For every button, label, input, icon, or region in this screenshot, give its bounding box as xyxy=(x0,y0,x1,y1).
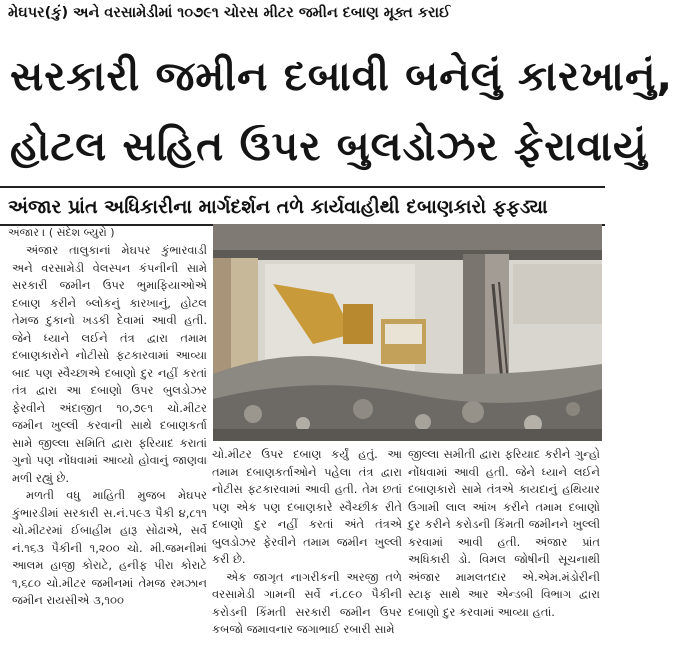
news-photo xyxy=(213,224,602,441)
column-1-paragraph: મળતી વધુ માહિતી મુજબ મેઘપર કુંભારડીમાં સરકારી સ.નં.૫૯૩ પૈકી ૪,૮૧૧ ચો.મીટરમાં ઈબાહીમ હારૂ સોઢાએ, સર્વે નં.૧૬૩ પૈકીની ૧,૨૦૦ ચો. મી.જમનીમાં આલમ હાજી કોરાટે, હનીફ પીરા કોરાટે ૧,૬૮૦ ચો.મીટર જમીનમાં તેમજ રમઝાન જમીન રાયસીએ ૩,૧૦૦ xyxy=(12,488,207,607)
article-column-2 xyxy=(212,446,402,644)
column-2-paragraph: એક જાગૃત નાગરીકની અરજી તળે વરસામેડી ગામની સર્વે નં.૮૯૦ પૈકીની કરોડની કિંમતી સરકારી જમીન ઉપર કબજો જમાવનાર જગાભાઈ રબારી સામે xyxy=(212,569,402,636)
subheadline: અંજાર પ્રાંત અધિકારીના માર્ગદર્શન તળે કાર્યવાહીથી દબાણકારો ફફડ્યા xyxy=(8,196,548,218)
headline-line-1: સરકારી જમીન દબાવી બનેલું કારખાનું, xyxy=(10,52,673,100)
article-column-3 xyxy=(408,446,600,644)
subheadline-band xyxy=(0,186,605,226)
column-1-paragraph: અંજાર તાલુકાનાં મેઘપર કુંભારવાડી અને વરસામેડી વેલસ્પન કંપનીની સામે સરકારી જમીન ઉપર ભુમાફિયાઓએ દબાણ કરીને બ્લોકનું કારખાનું, હોટલ તેમજ દુકાનો ખડકી દેવામાં આવી હતી. જેને ધ્યાને લઈને તંત્ર દ્વારા તમામ દબાણકારોને નોટીસો ફટકારવામાં આવ્યા બાદ પણ સ્વૈચ્છાએ દબાણો દુર નહીં કરતાં તંત્ર દ્વારા આ દબાણો ઉપર બુલડોઝર ફેરવીને અંદાજીત ૧૦,૭૯૧ ચો.મીટર જમીન ખુલ્લી કરવાની સાથે દબાણકર્તા સામે જીલ્લા સમિતિ દ્વારા ફરિયાદ કરાતાં ગુનો પણ નોંધવામાં આવ્યો હોવાનું જાણવા મળી રહ્યું છે. xyxy=(12,243,207,485)
bulldozer-demolition-image xyxy=(213,224,602,441)
article-kicker: મેઘપર(કું) અને વરસામેડીમાં ૧૦૭૯૧ ચોરસ મીટર જમીન દબાણ મૂક્ત કરાઈ xyxy=(8,5,451,21)
headline-line-2: હોટલ સહિત ઉપર બુલડોઝર ફેરાવાયું xyxy=(10,122,648,170)
article-column-1 xyxy=(12,242,207,642)
column-2-paragraph: ચો.મીટર ઉપર દબાણ કર્યું હતું. આ તમામ દબાણકર્તાઓને પહેલા તંત્ર દ્વારા નોટીસ ફટકારવામાં આવી હતી. તેમ છતાં પણ એક પણ દબાણકારે સ્વૈચ્છીક રીતે દબાણો દુર નહીં કરતાં અંતે તંત્રએ બુલડોઝર ફેરવીને તમામ જમીન ખુલ્લી કરી છે. xyxy=(212,447,402,566)
column-3-paragraph: જીલ્લા સમીતી દ્વારા ફરિયાદ કરીને ગુન્હો નોંધવામાં આવી હતી. જેને ધ્યાને લઈને દબાણકારો સામે તંત્રએ કાયદાનું હથિયાર ઉગામી લાલ આંખ કરીને તમામ દબાણો દુર કરીને કરોડની કિંમતી જમીનને ખુલ્લી કરવામાં આવી હતી. અંજાર પ્રાંત અધિકારી ડો. વિમલ જોષીની સૂચનાથી અંજાર મામલતદાર એ.એમ.મંડોરીની સ્ટાફ સાથે આર એન્ડબી વિભાગ દ્વારા દબાણો દુર કરવામાં આવ્યા હતાં. xyxy=(408,447,600,619)
dateline: અંજાર । ( સંદેશ બ્યુરો ) xyxy=(8,226,115,239)
